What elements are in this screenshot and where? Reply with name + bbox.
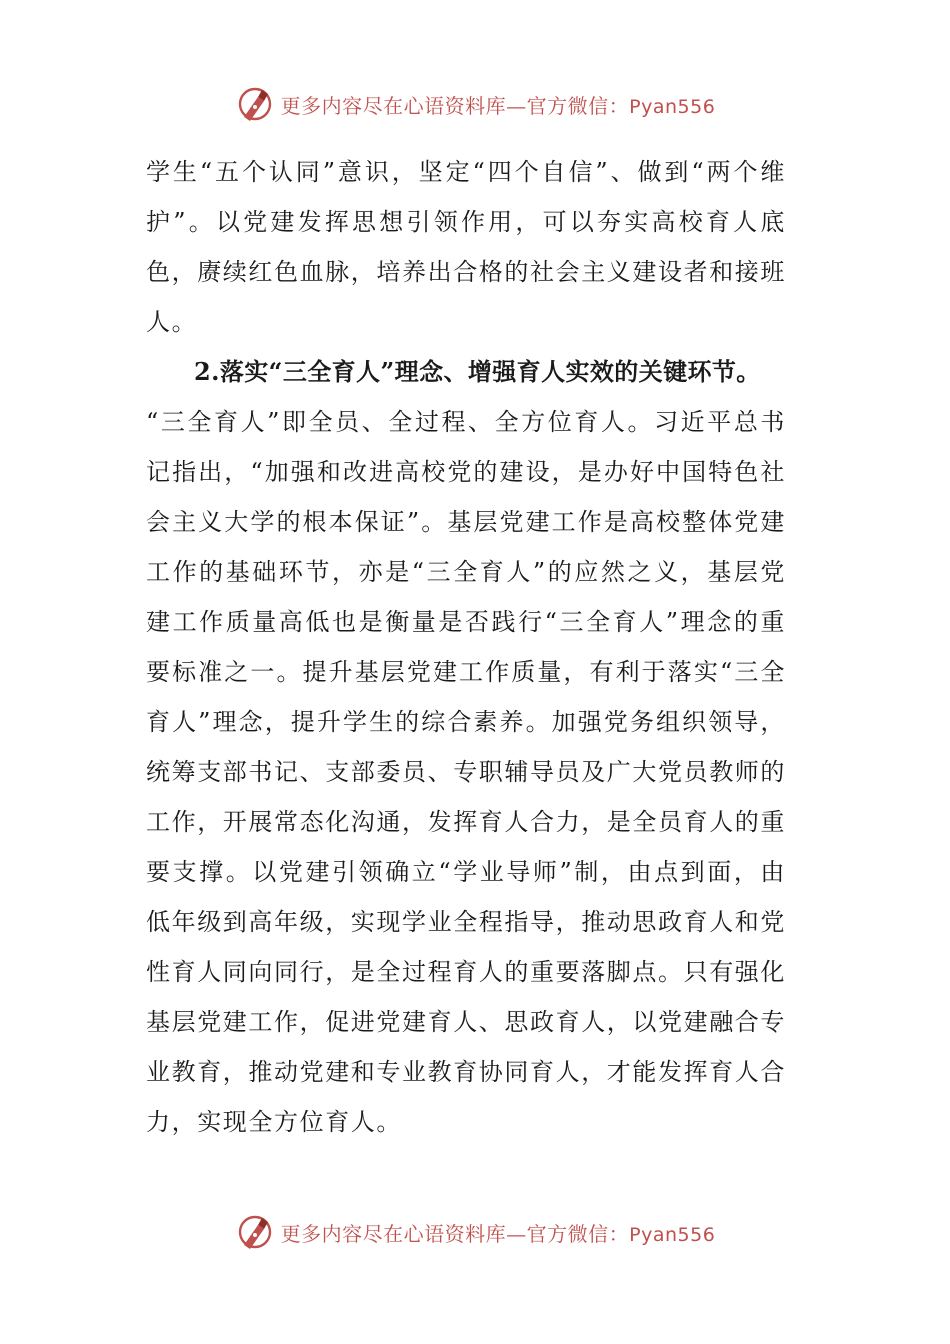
pen-nib-logo-icon [235, 84, 275, 124]
document-body [146, 147, 786, 1147]
pen-nib-logo-icon [235, 1212, 275, 1252]
header-watermark [0, 82, 950, 126]
watermark-text: 更多内容尽在心语资料库—官方微信：Pyan556 [280, 93, 716, 118]
paragraph-continuation: 学生“五个认同”意识，坚定“四个自信”、做到“两个维护”。以党建发挥思想引领作用，可以夯实高校育人底色，赓续红色血脉，培养出合格的社会主义建设者和接班人。 [146, 158, 786, 336]
watermark-wechat-id: Pyan556 [629, 1223, 716, 1246]
section-heading: 2.落实“三全育人”理念、增强育人实效的关键环节。 [194, 357, 761, 386]
watermark-wechat-id: Pyan556 [629, 95, 716, 118]
footer-watermark [0, 1210, 950, 1254]
watermark-text: 更多内容尽在心语资料库—官方微信：Pyan556 [280, 1221, 716, 1246]
paragraph-body: “三全育人”即全员、全过程、全方位育人。习近平总书记指出，“加强和改进高校党的建设，是办好中国特色社会主义大学的根本保证”。基层党建工作是高校整体党建工作的基础环节，亦是“三全育人”的应然之义，基层党建工作质量高低也是衡量是否践行“三全育人”理念的重要标准之一。提升基层党建工作质量，有利于落实“三全育人”理念，提升学生的综合素养。加强党务组织领导，统筹支部书记、支部委员、专职辅导员及广大党员教师的工作，开展常态化沟通，发挥育人合力，是全员育人的重要支撑。以党建引领确立“学业导师”制，由点到面，由低年级到高年级，实现学业全程指导，推动思政育人和党性育人同向同行，是全过程育人的重要落脚点。只有强化基层党建工作，促进党建育人、思政育人，以党建融合专业教育，推动党建和专业教育协同育人，才能发挥育人合力，实现全方位育人。 [146, 408, 786, 1136]
